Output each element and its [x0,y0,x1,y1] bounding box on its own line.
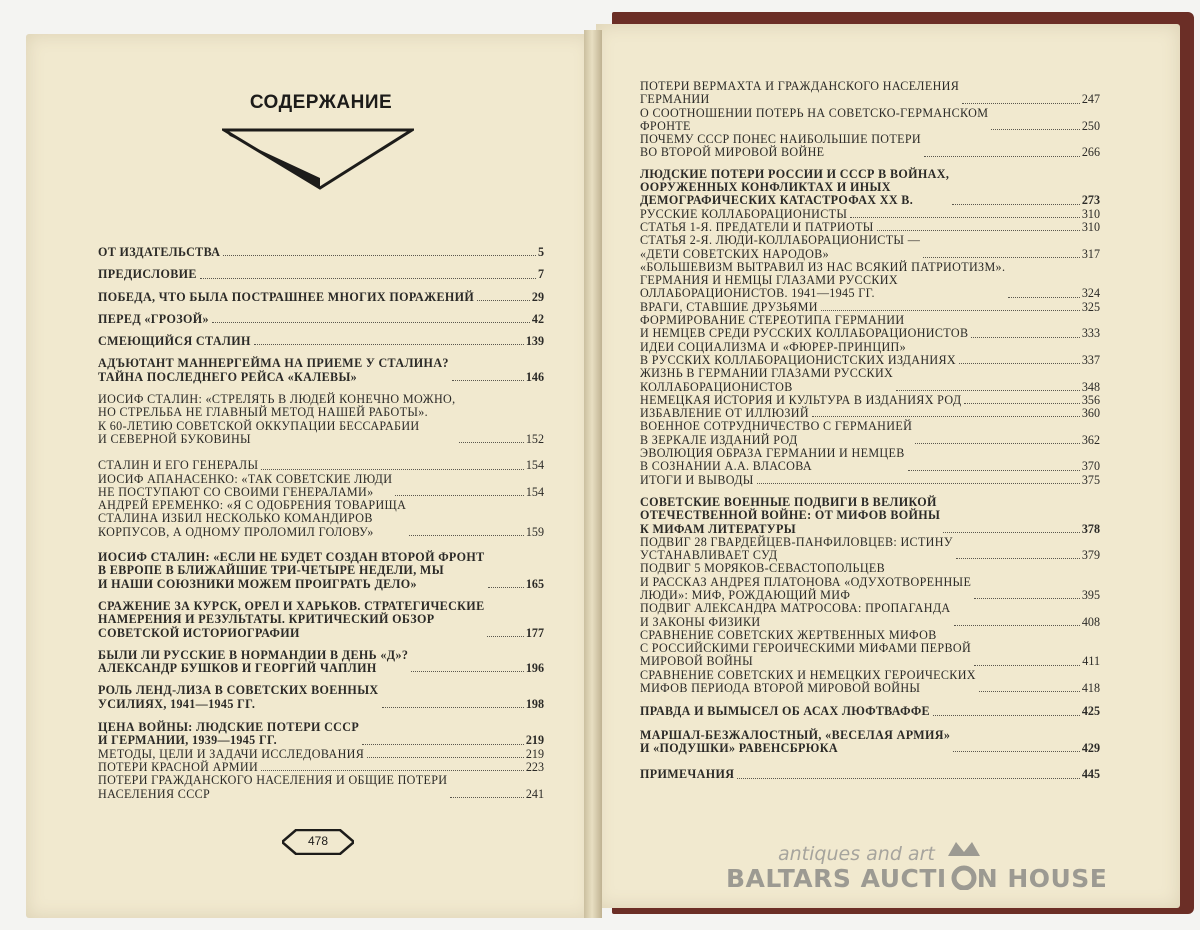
watermark-tagline: antiques and art [778,843,935,865]
toc-leader-dots [737,778,1080,779]
toc-leader-dots [212,322,530,323]
toc-entry [640,629,1100,669]
toc-entry [98,761,544,774]
toc-entry-title: ПРАВДА И ВЫМЫСЕЛ ОБ АСАХ ЛЮФТВАФФЕ [640,704,930,719]
toc-entry-page: 159 [525,524,544,539]
toc-entry-page: 7 [537,267,544,282]
toc-entry [640,496,1100,536]
toc-entry-page: 411 [1082,654,1100,669]
toc-entry-title: ИОСИФ СТАЛИН: «СТРЕЛЯТЬ В ЛЮДЕЙ КОНЕЧНО МОЖНО, НО СТРЕЛЬБА НЕ ГЛАВНЫЙ МЕТОД НАШЕЙ РАБОТЫ». К 60-ЛЕТИЮ СОВЕТСКОЙ ОККУПАЦИИ БЕССАРАБИИ И СЕВЕРНОЙ БУКОВИНЫ [98,392,456,446]
toc-entry-page: 223 [525,759,544,774]
toc-entry-title: ИОСИФ АПАНАСЕНКО: «ТАК СОВЕТСКИЕ ЛЮДИ НЕ ПОСТУПАЮТ СО СВОИМИ ГЕНЕРАЛАМИ» [98,471,393,499]
toc-leader-dots [488,587,524,588]
toc-entry-page: 154 [525,484,544,499]
toc-entry [640,705,1100,718]
toc-entry-page: 348 [1081,379,1100,394]
toc-entry [640,669,1100,696]
toc-entry-title: АНДРЕЙ ЕРЕМЕНКО: «Я С ОДОБРЕНИЯ ТОВАРИЩА СТАЛИНА ИЗБИЛ НЕСКОЛЬКО КОМАНДИРОВ КОРПУСОВ, А ОДНОМУ ПРОЛОМИЛ ГОЛОВУ» [98,498,407,539]
toc-entry-title: СТАЛИН И ЕГО ГЕНЕРАЛЫ [98,458,259,473]
toc-leader-dots [896,390,1080,391]
toc-entry-title: МЕТОДЫ, ЦЕЛИ И ЗАДАЧИ ИССЛЕДОВАНИЯ [98,746,365,761]
toc-entry-page: 333 [1081,326,1100,341]
toc-entry-page: 250 [1081,118,1100,133]
toc-leader-dots [974,598,1080,599]
toc-leader-dots [254,344,524,345]
toc-entry [98,774,544,801]
toc-entry-page: 408 [1081,614,1100,629]
toc-entry [98,649,544,676]
toc-entry-title: ИОСИФ СТАЛИН: «ЕСЛИ НЕ БУДЕТ СОЗДАН ВТОРОЙ ФРОНТ В ЕВРОПЕ В БЛИЖАЙШИЕ ТРИ-ЧЕТЫРЕ НЕДЕЛИ, МЫ И НАШИ СОЮЗНИКИ МОЖЕМ ПРОИГРАТЬ ДЕЛО» [98,550,485,591]
toc-entry-title: ИТОГИ И ВЫВОДЫ [640,472,754,487]
toc-entry [98,721,544,748]
toc-leader-dots [850,217,1080,218]
toc-entry [640,367,1100,394]
toc-entry [640,221,1100,234]
toc-entry-page: 379 [1081,548,1100,563]
toc-leader-dots [459,442,524,443]
toc-leader-dots [487,636,523,637]
toc-leader-dots [477,300,530,301]
toc-entry [640,407,1100,420]
toc-entry-page: 196 [525,661,544,676]
toc-entry-page: 42 [531,311,544,326]
toc-entry-title: ПРЕДИСЛОВИЕ [98,267,197,282]
toc-entry-page: 146 [525,369,544,384]
toc-entry-page: 317 [1081,246,1100,261]
toc-entry-page: 219 [525,746,544,761]
toc-entry-page: 310 [1081,206,1100,221]
toc-entry [98,393,544,446]
toc-entry-page: 198 [525,696,544,711]
toc-entry-title: ЭВОЛЮЦИЯ ОБРАЗА ГЕРМАНИИ И НЕМЦЕВ В СОЗНАНИИ А.А. ВЛАСОВА [640,446,905,474]
toc-entry-title: ИДЕИ СОЦИАЛИЗМА И «ФЮРЕР-ПРИНЦИП» В РУССКИХ КОЛЛАБОРАЦИОНИСТСКИХ ИЗДАНИЯХ [640,339,957,367]
toc-entry [640,208,1100,221]
toc-entry-page: 337 [1081,352,1100,367]
toc-leader-dots [411,671,524,672]
toc-entry-title: ЖИЗНЬ В ГЕРМАНИИ ГЛАЗАМИ РУССКИХ КОЛЛАБОРАЦИОНИСТОВ [640,366,894,394]
toc-entry-title: ЦЕНА ВОЙНЫ: ЛЮДСКИЕ ПОТЕРИ СССР И ГЕРМАНИИ, 1939—1945 ГГ. [98,720,360,748]
toc-entry [98,459,544,472]
toc-entry-page: 360 [1081,406,1100,421]
toc-entry-page: 418 [1081,681,1100,696]
toc-leader-dots [261,469,523,470]
toc-entry [640,314,1100,341]
toc-leader-dots [450,797,523,798]
toc-entry [98,748,544,761]
toc-leader-dots [971,337,1079,338]
toc-entry-page: 5 [537,245,544,259]
toc-entry-title: «БОЛЬШЕВИЗМ ВЫТРАВИЛ ИЗ НАС ВСЯКИЙ ПАТРИОТИЗМ». ГЕРМАНИЯ И НЕМЦЫ ГЛАЗАМИ РУССКИХ ОЛЛАБОРАЦИОНИСТОВ. 1941—1945 ГГ. [640,259,1006,301]
toc-entry [640,729,1100,756]
toc-entry-page: 356 [1081,392,1100,407]
toc-entry-title: СТАТЬЯ 2-Я. ЛЮДИ-КОЛЛАБОРАЦИОНИСТЫ — «ДЕТИ СОВЕТСКИХ НАРОДОВ» [640,233,921,261]
toc-entry [98,600,544,640]
toc-leader-dots [395,495,524,496]
toc-entry-title: ПОДВИГ АЛЕКСАНДРА МАТРОСОВА: ПРОПАГАНДА И ЗАКОНЫ ФИЗИКИ [640,601,951,629]
toc-entry [640,420,1100,447]
toc-entry-title: ПЕРЕД «ГРОЗОЙ» [98,311,209,326]
toc-entry [98,335,544,348]
toc-entry-page: 445 [1081,767,1100,782]
toc-entry [640,536,1100,563]
toc-leader-dots [962,103,1080,104]
toc-leader-dots [956,558,1080,559]
toc-leader-dots [924,156,1080,157]
toc-entry-title: ПОДВИГ 28 ГВАРДЕЙЦЕВ-ПАНФИЛОВЦЕВ: ИСТИНУ УСТАНАВЛИВАЕТ СУД [640,534,953,563]
toc-leader-dots [200,278,536,279]
toc-leader-dots [959,363,1080,364]
toc-leader-dots [812,416,1080,417]
toc-leader-dots [367,757,524,758]
toc-entry [640,474,1100,487]
toc-entry-page: 324 [1081,286,1100,301]
toc-leader-dots [908,470,1080,471]
toc-entry-page: 139 [525,334,544,349]
toc-entry [98,499,544,539]
toc-entry-page: 310 [1081,219,1100,234]
watermark-brand-part1: BALTARS AUCTI [726,864,947,893]
toc-entry-page: 165 [525,576,544,591]
toc-entry-title: ПОЧЕМУ СССР ПОНЕС НАИБОЛЬШИЕ ПОТЕРИ ВО ВТОРОЙ МИРОВОЙ ВОЙНЕ [640,132,922,160]
toc-entry [640,768,1100,781]
toc-entry-page: 247 [1081,92,1100,107]
toc-leader-dots [877,230,1080,231]
toc-entry [640,447,1100,474]
toc-leader-dots [943,532,1080,533]
toc-entry-page: 177 [525,625,544,640]
contents-heading: СОДЕРЖАНИЕ [249,92,393,113]
toc-entry [640,394,1100,407]
toc-entry [640,234,1100,261]
toc-entry-page: 241 [525,786,544,801]
toc-entry-page: 429 [1081,740,1100,755]
toc-leader-dots [952,204,1080,205]
toc-leader-dots [974,665,1080,666]
toc-entry-title: СРАВНЕНИЕ СОВЕТСКИХ ЖЕРТВЕННЫХ МИФОВ С РОССИЙСКИМИ ГЕРОИЧЕСКИМИ МИФАМИ ПЕРВОЙ МИРОВОЙ ВОЙНЫ [640,627,972,669]
toc-entry-page: 370 [1081,459,1100,474]
toc-entry-page: 378 [1081,521,1100,536]
toc-entry [640,341,1100,368]
toc-entry [98,551,544,591]
heading-triangle-ornament [222,126,414,192]
toc-leader-dots [452,380,524,381]
toc-entry-page: 362 [1081,432,1100,447]
toc-leader-dots [223,255,536,256]
book-spine-gutter [584,30,602,918]
toc-entry-title: СРАВНЕНИЕ СОВЕТСКИХ И НЕМЕЦКИХ ГЕРОИЧЕСКИХ МИФОВ ПЕРИОДА ВТОРОЙ МИРОВОЙ ВОЙНЫ [640,667,976,696]
toc-entry [98,291,544,304]
toc-leader-dots [915,443,1080,444]
toc-leader-dots [964,403,1079,404]
toc-right-list [640,80,1100,782]
watermark-brand-part2: N HOUSE [976,864,1108,893]
toc-entry-page: 219 [525,733,544,748]
toc-entry-page: 375 [1081,472,1100,487]
toc-leader-dots [991,129,1080,130]
toc-entry-title: ПОТЕРИ КРАСНОЙ АРМИИ [98,759,259,774]
toc-entry-title: ПРИМЕЧАНИЯ [640,767,735,782]
toc-entry-title: ПОБЕДА, ЧТО БЫЛА ПОСТРАШНЕЕ МНОГИХ ПОРАЖЕНИЙ [98,289,475,304]
toc-left-list [98,246,544,801]
toc-entry [640,107,1100,134]
toc-entry-title: СТАТЬЯ 1-Я. ПРЕДАТЕЛИ И ПАТРИОТЫ [640,219,874,234]
toc-entry-page: 154 [525,458,544,473]
toc-leader-dots [362,744,524,745]
toc-entry [640,261,1100,301]
toc-leader-dots [954,625,1080,626]
toc-entry-page: 425 [1081,704,1100,719]
toc-entry [640,133,1100,160]
toc-entry-title: СРАЖЕНИЕ ЗА КУРСК, ОРЕЛ И ХАРЬКОВ. СТРАТЕГИЧЕСКИЕ НАМЕРЕНИЯ И РЕЗУЛЬТАТЫ. КРИТИЧЕСКИЙ ОБЗОР СОВЕТСКОЙ ИСТОРИОГРАФИИ [98,598,485,640]
toc-leader-dots [821,310,1080,311]
toc-entry-title: О СООТНОШЕНИИ ПОТЕРЬ НА СОВЕТСКО-ГЕРМАНСКОМ ФРОНТЕ [640,105,989,133]
toc-entry-page: 266 [1081,145,1100,160]
toc-entry [98,684,544,711]
toc-entry-title: СМЕЮЩИЙСЯ СТАЛИН [98,334,251,349]
toc-entry [98,357,544,384]
toc-entry-title: ПОТЕРИ ВЕРМАХТА И ГРАЖДАНСКОГО НАСЕЛЕНИЯ ГЕРМАНИИ [640,79,960,107]
toc-leader-dots [757,483,1080,484]
toc-entry-page: 325 [1081,299,1100,314]
toc-entry-title: НЕМЕЦКАЯ ИСТОРИЯ И КУЛЬТУРА В ИЗДАНИЯХ РОД [640,392,962,407]
toc-entry-title: ФОРМИРОВАНИЕ СТЕРЕОТИПА ГЕРМАНИИ И НЕМЦЕВ СРЕДИ РУССКИХ КОЛЛАБОРАЦИОНИСТОВ [640,313,969,341]
watermark-crown-icon [944,834,984,890]
toc-entry [98,473,544,500]
toc-entry-title: ПОТЕРИ ГРАЖДАНСКОГО НАСЕЛЕНИЯ И ОБЩИЕ ПОТЕРИ НАСЕЛЕНИЯ СССР [98,773,448,801]
toc-entry-title: ВОЕННОЕ СОТРУДНИЧЕСТВО С ГЕРМАНИЕЙ В ЗЕРКАЛЕ ИЗДАНИЙ РОД [640,419,913,447]
toc-leader-dots [382,707,524,708]
toc-entry-title: ПОДВИГ 5 МОРЯКОВ-СЕВАСТОПОЛЬЦЕВ И РАССКАЗ АНДРЕЯ ПЛАТОНОВА «ОДУХОТВОРЕННЫЕ ЛЮДИ»: МИФ, РОЖДАЮЩИЙ МИФ [640,561,972,602]
toc-entry-title: БЫЛИ ЛИ РУССКИЕ В НОРМАНДИИ В ДЕНЬ «Д»? АЛЕКСАНДР БУШКОВ И ГЕОРГИЙ ЧАПЛИН [98,647,409,676]
toc-entry [640,80,1100,107]
page-number: 478 [307,834,329,848]
toc-entry [640,301,1100,314]
toc-entry [640,562,1100,602]
toc-leader-dots [953,751,1080,752]
toc-leader-dots [1008,297,1080,298]
toc-entry [640,168,1100,208]
toc-entry-title: СОВЕТСКИЕ ВОЕННЫЕ ПОДВИГИ В ВЕЛИКОЙ ОТЕЧЕСТВЕННОЙ ВОЙНЕ: ОТ МИФОВ ВОЙНЫ К МИФАМ ЛИТЕРАТУРЫ [640,494,941,536]
toc-entry [98,268,544,281]
toc-entry-page: 29 [531,289,544,304]
toc-leader-dots [409,535,524,536]
toc-entry-title: РУССКИЕ КОЛЛАБОРАЦИОНИСТЫ [640,206,848,221]
toc-entry-title: РОЛЬ ЛЕНД-ЛИЗА В СОВЕТСКИХ ВОЕННЫХ УСИЛИЯХ, 1941—1945 ГГ. [98,683,379,711]
toc-leader-dots [261,770,524,771]
toc-leader-dots [933,715,1080,716]
toc-entry [98,313,544,326]
toc-entry [640,602,1100,629]
toc-entry-title: ИЗБАВЛЕНИЕ ОТ ИЛЛЮЗИЙ [640,406,809,421]
toc-entry-page: 395 [1081,587,1100,602]
page-number-badge [282,829,354,855]
toc-entry-title: АДЪЮТАНТ МАННЕРГЕЙМА НА ПРИЕМЕ У СТАЛИНА? ТАЙНА ПОСЛЕДНЕГО РЕЙСА «КАЛЕВЫ» [98,356,449,384]
toc-entry-page: 273 [1081,193,1100,208]
watermark-brand [726,864,1107,893]
toc-leader-dots [923,257,1080,258]
toc-entry-page: 152 [525,431,544,446]
toc-leader-dots [979,691,1080,692]
toc-entry-title: ВРАГИ, СТАВШИЕ ДРУЗЬЯМИ [640,299,818,314]
toc-entry-title: ОТ ИЗДАТЕЛЬСТВА [98,245,221,259]
toc-entry-title: МАРШАЛ-БЕЗЖАЛОСТНЫЙ, «ВЕСЕЛАЯ АРМИЯ» И «ПОДУШКИ» РАВЕНСБРЮКА [640,727,951,755]
toc-entry [98,246,544,259]
toc-entry-title: ЛЮДСКИЕ ПОТЕРИ РОССИИ И СССР В ВОЙНАХ, ООРУЖЕННЫХ КОНФЛИКТАХ И ИНЫХ ДЕМОГРАФИЧЕСКИХ КАТАСТРОФАХ XX В. [640,166,950,208]
